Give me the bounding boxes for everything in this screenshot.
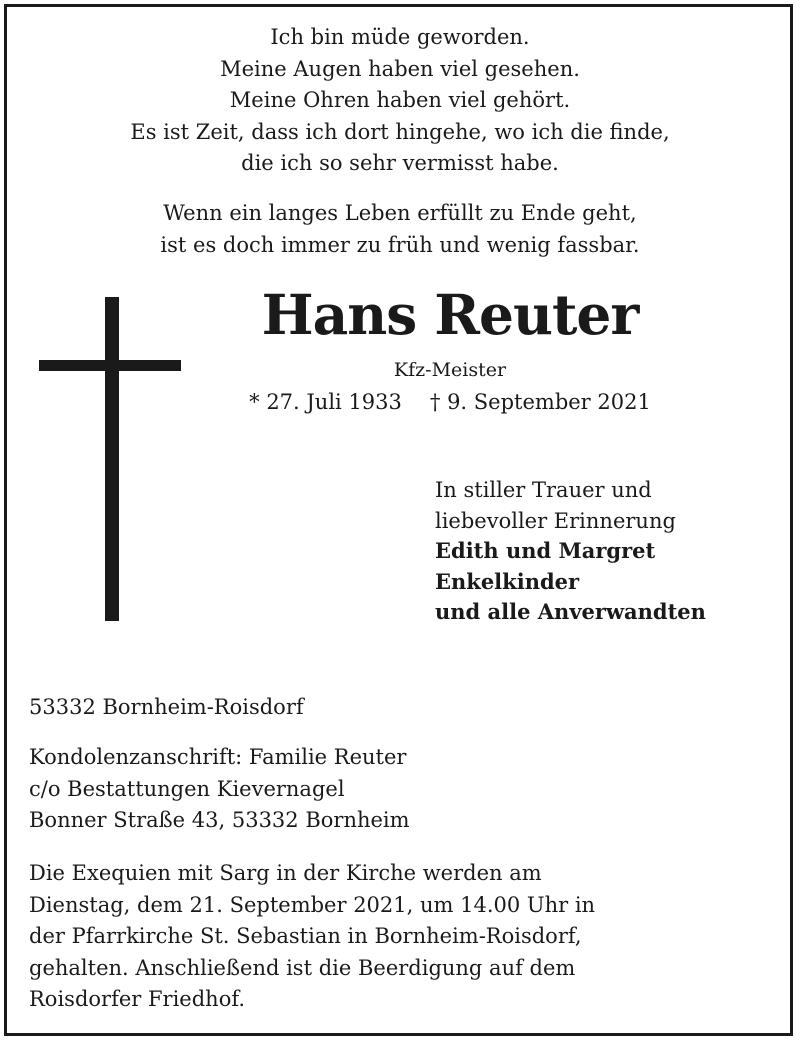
poem-line: ist es doch immer zu früh und wenig fassbar. bbox=[160, 232, 640, 257]
poem-line: Ich bin müde geworden. bbox=[270, 25, 530, 49]
condolence-line: Bonner Straße 43, 53332 Bornheim bbox=[29, 808, 410, 832]
poem-line: Meine Ohren haben viel gehört. bbox=[229, 88, 571, 112]
poem-stanza-1 bbox=[0, 22, 800, 180]
death-date: † 9. September 2021 bbox=[429, 390, 651, 414]
mourners-intro-line: liebevoller Erinnerung bbox=[435, 508, 676, 533]
poem-line: Es ist Zeit, dass ich dort hingehe, wo ich die finde, bbox=[130, 119, 670, 144]
poem-line: die ich so sehr vermisst habe. bbox=[241, 151, 559, 175]
deceased-name: Hans Reuter bbox=[261, 282, 639, 347]
poem-line: Meine Augen haben viel gesehen. bbox=[220, 56, 580, 81]
service-line: Roisdorfer Friedhof. bbox=[29, 987, 246, 1011]
service-line: Die Exequien mit Sarg in der Kirche werden am bbox=[29, 861, 542, 885]
service-line: Dienstag, dem 21. September 2021, um 14.00 Uhr in bbox=[29, 892, 596, 917]
life-dates bbox=[230, 390, 670, 414]
mourners-block bbox=[435, 475, 706, 628]
funeral-service-info bbox=[29, 858, 595, 1016]
birth-date: * 27. Juli 1933 bbox=[249, 390, 402, 414]
location-text: 53332 Bornheim-Roisdorf bbox=[29, 695, 304, 719]
condolence-line: Kondolenzanschrift: Familie Reuter bbox=[29, 745, 407, 769]
condolence-address bbox=[29, 742, 410, 837]
deceased-profession: Kfz-Meister bbox=[393, 359, 507, 381]
poem-stanza-2 bbox=[0, 198, 800, 261]
mourner-name: und alle Anverwandten bbox=[435, 599, 706, 624]
service-line: der Pfarrkirche St. Sebastian in Bornheim-Roisdorf, bbox=[29, 924, 582, 948]
mourner-name: Enkelkinder bbox=[435, 568, 580, 594]
location-block bbox=[29, 692, 304, 724]
cross-horizontal-beam bbox=[39, 360, 181, 371]
service-line: gehalten. Anschließend ist die Beerdigung auf dem bbox=[29, 955, 576, 980]
mourner-name: Edith und Margret bbox=[435, 538, 656, 563]
mourners-intro-line: In stiller Trauer und bbox=[435, 478, 652, 502]
poem-line: Wenn ein langes Leben erfüllt zu Ende geht, bbox=[163, 201, 637, 225]
cross-vertical-beam bbox=[105, 297, 119, 621]
condolence-line: c/o Bestattungen Kievernagel bbox=[29, 776, 345, 801]
